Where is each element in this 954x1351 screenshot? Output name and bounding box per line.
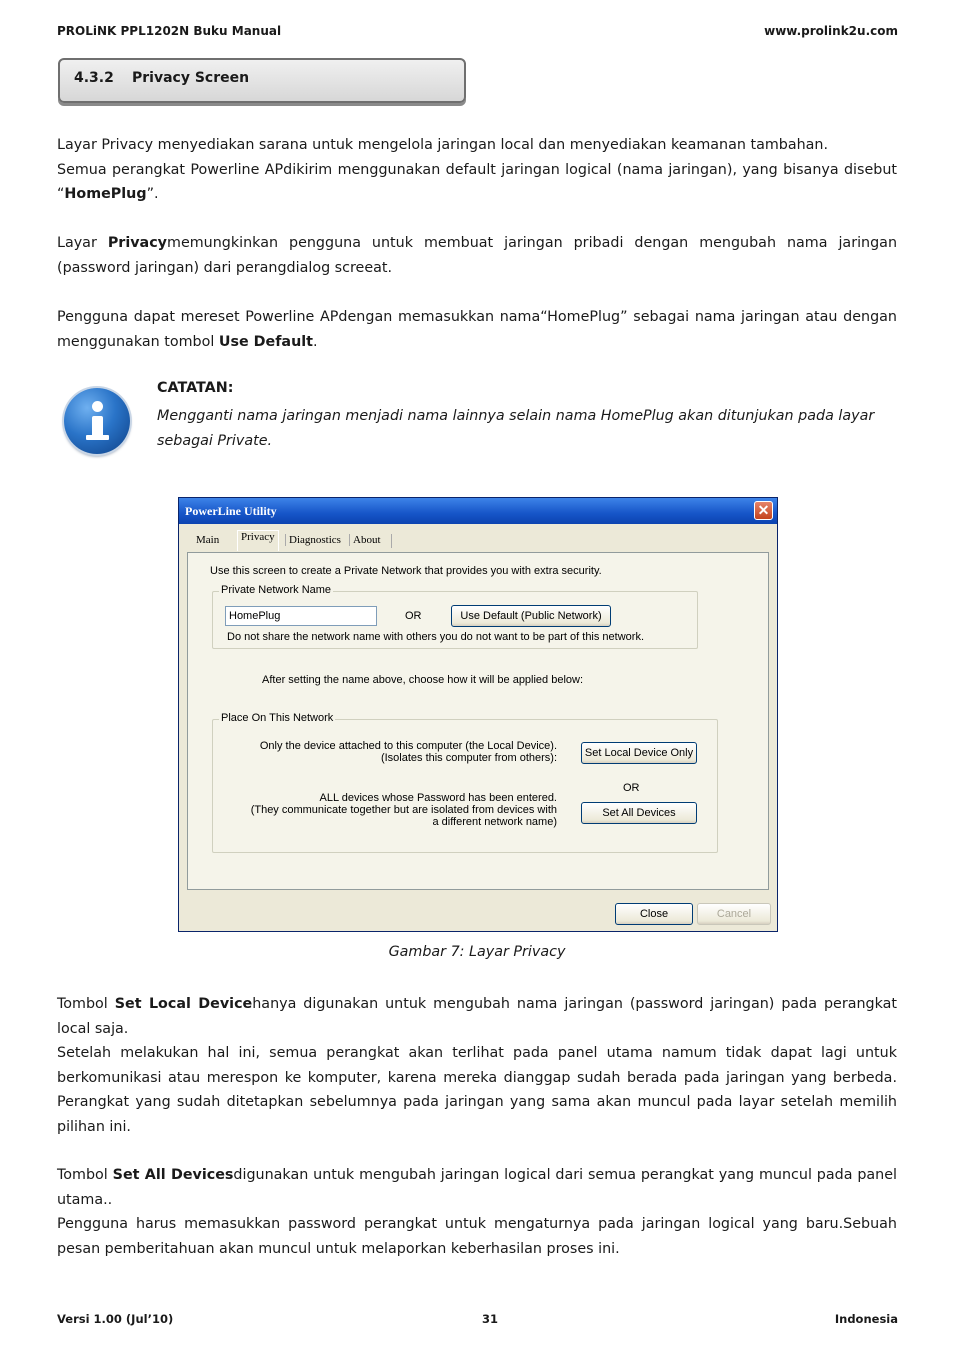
or-label-2: OR — [623, 782, 640, 794]
paragraph-set-all — [57, 1163, 897, 1261]
privacy-intro-text: Use this screen to create a Private Network that provides you with extra security. — [210, 565, 602, 577]
dialog-title: PowerLine Utility — [185, 504, 277, 518]
paragraph-set-all-intro: Tombol Set All Devicesdigunakan untuk mengubah jaringan logical dari semua perangkat yang muncul pada panel utama.. — [57, 1167, 897, 1208]
section-heading — [58, 58, 466, 103]
paragraph-default-network: Semua perangkat Powerline APdikirim menggunakan default jaringan logical (nama jaringan), yang bisanya disebut “HomePlug”. — [57, 161, 897, 202]
after-setting-text: After setting the name above, choose how it will be applied below: — [262, 674, 584, 686]
all-devices-description: ALL devices whose Password has been entered. (They communicate together but are isolated from devices with a different network name) — [250, 792, 557, 828]
tab-about[interactable]: About — [349, 534, 384, 546]
paragraph-intro-line: Layar Privacy menyediakan sarana untuk mengelola jaringan local dan menyediakan keamanan tambahan. — [57, 137, 829, 153]
paragraph-intro — [57, 133, 897, 207]
place-on-network-group-label: Place On This Network — [221, 712, 334, 724]
share-warning-text: Do not share the network name with others you do not want to be part of this network. — [227, 631, 645, 643]
paragraph-reset: Pengguna dapat mereset Powerline APdengan memasukkan nama“HomePlug” sebagai nama jaringan atau dengan menggunakan tombol Use Default. — [57, 309, 897, 350]
private-network-group-label: Private Network Name — [221, 584, 332, 596]
paragraph-set-local — [57, 992, 897, 1139]
set-local-device-button[interactable]: Set Local Device Only — [581, 742, 697, 764]
footer-language: Indonesia — [834, 1312, 898, 1326]
tab-diagnostics[interactable]: Diagnostics — [285, 534, 344, 546]
header-title: PROLiNK PPL1202N Buku Manual — [57, 24, 282, 38]
local-device-description: Only the device attached to this computer (the Local Device). (Isolates this computer from others): — [259, 740, 557, 764]
close-button[interactable]: Close — [615, 903, 693, 925]
footer-version: Versi 1.00 (Jul’10) — [57, 1312, 174, 1326]
note-title: CATATAN: — [157, 380, 234, 396]
powerline-utility-dialog — [178, 497, 778, 932]
private-network-group — [212, 584, 698, 649]
cancel-button[interactable]: Cancel — [697, 903, 771, 925]
info-icon — [64, 388, 130, 454]
dialog-titlebar — [179, 498, 777, 524]
header-website: www.prolink2u.com — [764, 24, 898, 38]
section-title: Privacy Screen — [132, 70, 250, 86]
set-all-devices-button[interactable]: Set All Devices — [581, 802, 697, 824]
or-label: OR — [405, 610, 422, 622]
tab-main[interactable]: Main — [196, 534, 220, 546]
use-default-button[interactable]: Use Default (Public Network) — [451, 605, 611, 627]
figure-caption: Gambar 7: Layar Privacy — [388, 944, 566, 960]
network-name-input[interactable] — [225, 606, 377, 626]
section-number: 4.3.2 — [74, 70, 114, 86]
paragraph-set-local-detail: Setelah melakukan hal ini, semua perangkat akan terlihat pada panel utama namum tidak dapat lagi untuk berkomunikasi atau merespon ke komputer, karena mereka dianggap sudah berada pada jaringan yang berbeda. Perangkat yang sudah ditetapkan sebelumnya pada jaringan yang sama akan muncul pada layar setelah memilih pilihan ini. — [57, 1045, 897, 1135]
note-body: Mengganti nama jaringan menjadi nama lainnya selain nama HomePlug akan ditunjukan pada layar sebagai Private. — [157, 408, 875, 449]
paragraph-set-local-intro: Tombol Set Local Devicehanya digunakan untuk mengubah nama jaringan (password jaringan) pada perangkat local saja. — [57, 996, 897, 1037]
paragraph-set-all-detail: Pengguna harus memasukkan password perangkat untuk mengaturnya pada jaringan logical yang baru.Sebuah pesan pemberitahuan akan muncul untuk melaporkan keberhasilan proses ini. — [57, 1216, 897, 1257]
paragraph-privacy: Layar Privacymemungkinkan pengguna untuk membuat jaringan pribadi dengan mengubah nama jaringan (password jaringan) dari perangdialog screeat. — [57, 235, 898, 276]
close-icon[interactable]: ✕ — [754, 501, 773, 520]
tab-privacy[interactable]: Privacy — [237, 530, 279, 551]
place-on-network-group — [212, 712, 718, 853]
tab-separator — [391, 534, 398, 548]
privacy-tab-panel — [187, 552, 769, 890]
page-number: 31 — [482, 1312, 499, 1326]
